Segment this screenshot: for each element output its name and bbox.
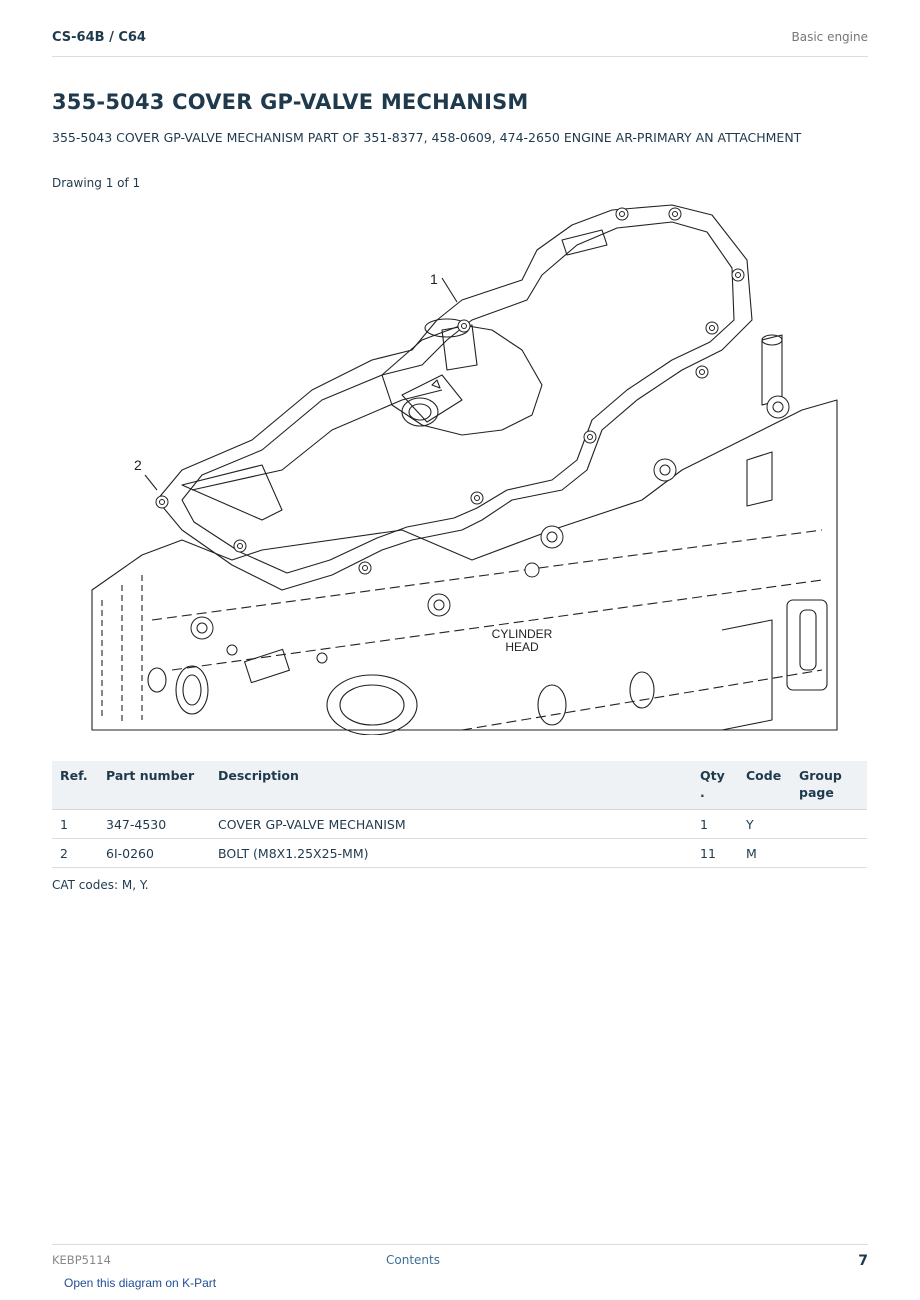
cell-part-number: 6I-0260: [98, 839, 210, 868]
page-title: 355-5043 COVER GP-VALVE MECHANISM: [52, 90, 529, 114]
cell-ref: 1: [52, 810, 98, 839]
cell-code: M: [738, 839, 791, 868]
table-row: [52, 810, 867, 839]
page-header: [52, 28, 868, 57]
table-header-row: [52, 761, 867, 810]
section-name: Basic engine: [791, 30, 868, 44]
header-part-number: Part number: [98, 761, 210, 810]
callout-1: 1: [430, 271, 438, 287]
page-footer: [52, 1244, 868, 1269]
table-row: [52, 839, 867, 868]
cell-ref: 2: [52, 839, 98, 868]
cell-qty: 11: [692, 839, 738, 868]
valve-cover-outline: [157, 205, 752, 590]
cylinder-head-outline: [92, 400, 837, 730]
header-description: Description: [210, 761, 692, 810]
cell-qty: 1: [692, 810, 738, 839]
header-group-page: Group page: [791, 761, 867, 810]
drawing-label: Drawing 1 of 1: [52, 176, 141, 190]
header-qty: Qty .: [692, 761, 738, 810]
cell-code: Y: [738, 810, 791, 839]
open-kpart-link[interactable]: Open this diagram on K-Part: [64, 1276, 217, 1290]
cat-codes-note: CAT codes: M, Y.: [52, 878, 149, 892]
cell-group-page: [791, 839, 867, 868]
header-code: Code: [738, 761, 791, 810]
diagram-label-line1: CYLINDER: [491, 627, 553, 641]
contents-link[interactable]: Contents: [386, 1253, 440, 1267]
document-id: KEBP5114: [52, 1253, 111, 1267]
breadcrumb: CS-64B / C64: [52, 30, 146, 45]
diagram-label-line2: HEAD: [505, 640, 539, 654]
callout-2: 2: [134, 457, 142, 473]
cell-part-number: 347-4530: [98, 810, 210, 839]
cell-group-page: [791, 810, 867, 839]
engine-diagram: [82, 200, 842, 735]
parts-table: [52, 761, 867, 868]
cell-description: COVER GP-VALVE MECHANISM: [210, 810, 692, 839]
cell-description: BOLT (M8X1.25X25-MM): [210, 839, 692, 868]
oil-filler-body: [382, 325, 542, 435]
header-ref: Ref.: [52, 761, 98, 810]
page-number: 7: [858, 1253, 868, 1269]
page-subtitle: 355-5043 COVER GP-VALVE MECHANISM PART OF 351-8377, 458-0609, 474-2650 ENGINE AR-PRIMARY AN ATTACHMENT: [52, 130, 802, 145]
